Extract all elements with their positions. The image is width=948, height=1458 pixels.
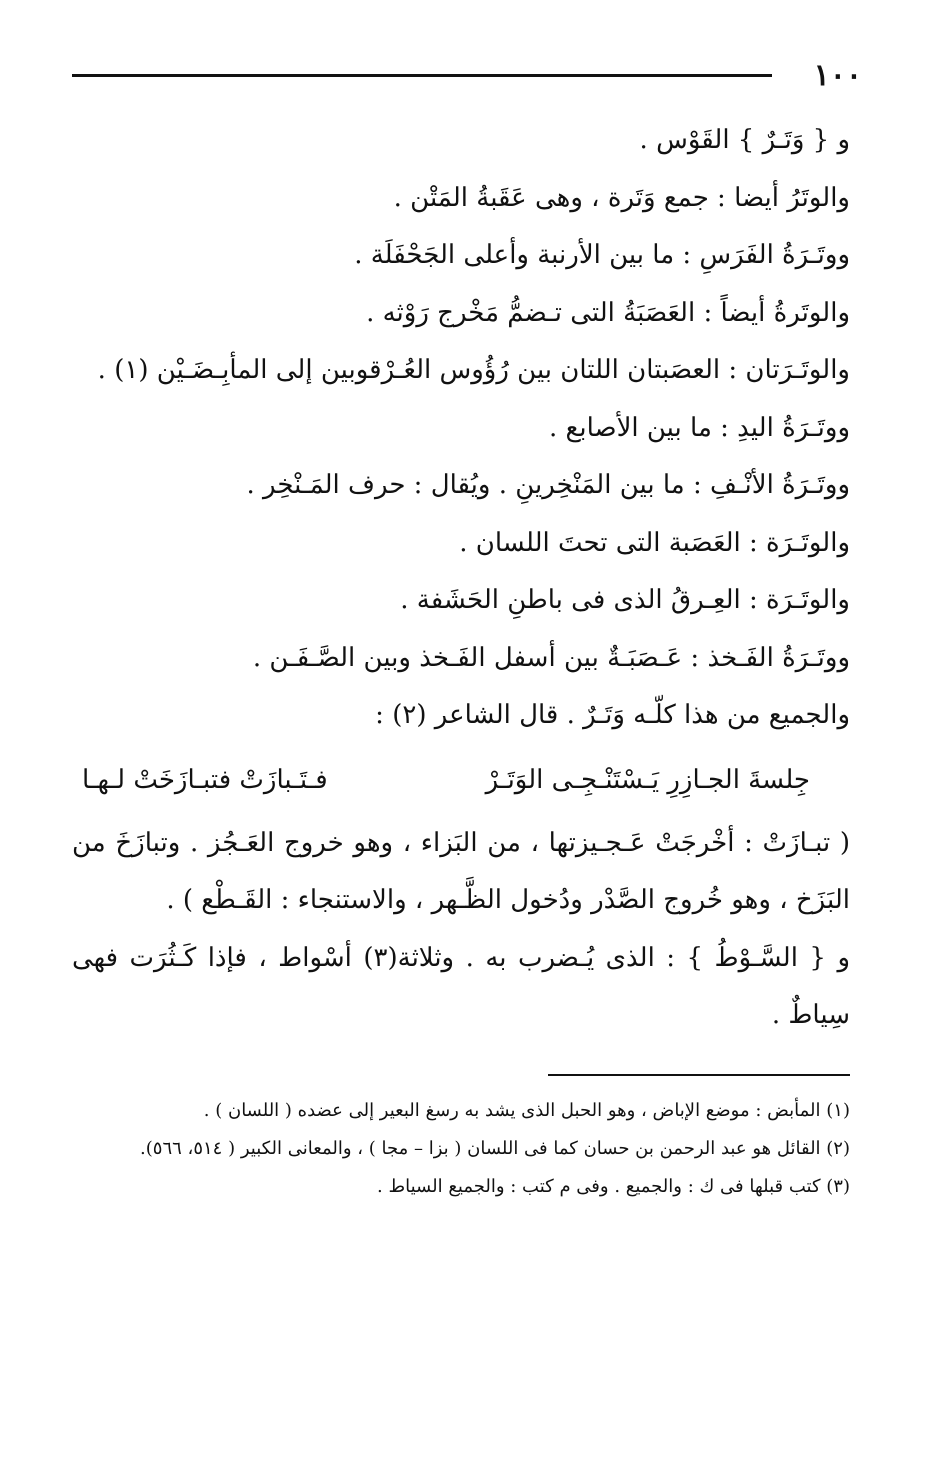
page-number: ١٠٠ bbox=[813, 58, 862, 93]
footnote-2: (٢) القائل هو عبد الرحمن بن حسان كما فى اللسان ( بزا – مجا ) ، والمعانى الكبير ( ٥١٤، ٥٦٦). bbox=[140, 1138, 850, 1159]
text-line: والجميع من هذا كلّـه وَتَـرٌ . قال الشاعر (٢) : bbox=[375, 700, 850, 730]
text-line: والوتَرةُ أيضاً : العَصَبَةُ التى تـضمُّ مَخْرج رَوْثه . bbox=[366, 297, 850, 328]
poetry-verse bbox=[72, 745, 850, 815]
text-line: والوتَـرَة : العَصَبة التى تحتَ اللسان . bbox=[459, 527, 850, 558]
verse-first-hemistich: فـتَـبازَتْ فتبـازَخَتْ لـهـا bbox=[82, 764, 328, 795]
text-line: ووتَـرَةُ الفَرَسِ : ما بين الأرنبة وأعلى الجَحْفَلَة . bbox=[354, 240, 850, 270]
text-line: ووتَـرَةُ الأنْـفِ : ما بين المَنْخِرينِ . ويُقال : حرف المَـنْخِر . bbox=[246, 470, 850, 500]
main-text bbox=[72, 112, 850, 1045]
explanation-paragraph: ( تبـازَتْ : أخْرجَتْ عَـجـيزتها ، من البَزاء ، وهو خروج العَـجُز . وتبازَخَ من البَزَخ ، وهو خُروج الصَّدْر ودُخول الظَّـهر ، والاستنجاء : القَـطْع ) . bbox=[72, 827, 850, 915]
footnote-3: (٣) كتب قبلها فى ك : والجميع . وفى م كتب : والجميع السياط . bbox=[377, 1176, 850, 1197]
footnote-rule bbox=[548, 1074, 850, 1076]
text-line: والوتَـرَتان : العصَبتان اللتان بين رُؤُوس العُـرْقوبين إلى المأبِـضَـيْن (١) . bbox=[97, 355, 850, 385]
text-line: ووتَـرَةُ اليدِ : ما بين الأصابع . bbox=[548, 412, 850, 443]
text-line: والوتَـرَة : العِـرقُ الذى فى باطنِ الحَشَفة . bbox=[400, 585, 850, 615]
footnotes bbox=[72, 1092, 850, 1206]
text-line: ووتَـرَةُ الفَـخذ : عَـصَبَـةٌ بين أسفل الفَـخذ وبين الصَّـفَـن . bbox=[252, 642, 850, 673]
header-rule bbox=[72, 74, 772, 77]
sawt-paragraph: و { السَّـوْطُ } : الذى يُـضرب به . وثلاثة(٣) أسْواط ، فإذا كَـثُرَت فهى سِياطٌ . bbox=[72, 942, 850, 1030]
page-header bbox=[72, 56, 862, 96]
footnote-1: (١) المأبض : موضع الإباض ، وهو الحبل الذى يشد به رسغ البعير إلى عضده ( اللسان ) . bbox=[203, 1100, 850, 1121]
text-line: و { وَتَـرٌ } القَوْس . bbox=[639, 125, 850, 155]
verse-second-hemistich: جِلسةَ الجـازِرِ يَـسْتَنْـجِـى الوَتَـرْ bbox=[485, 764, 810, 795]
text-line: والوتَرُ أيضا : جمع وَتَرة ، وهى عَقَبةُ المَتْن . bbox=[393, 182, 850, 213]
